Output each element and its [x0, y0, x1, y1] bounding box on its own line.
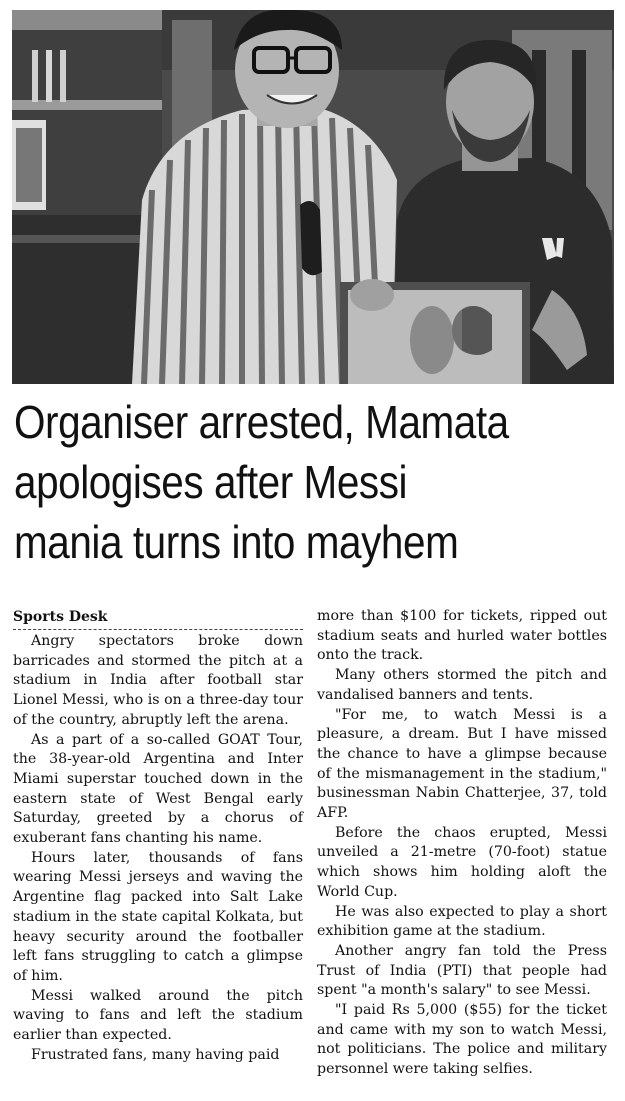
paragraph: As a part of a so-called GOAT Tour, the 38-year-old Argentina and Inter Miami superstar touched down in the eastern state of West Bengal early Saturday, greeted by a chorus of exuberant fans chanting his name.: [13, 731, 303, 847]
photo-illustration: [12, 10, 614, 384]
paragraph: "I paid Rs 5,000 ($55) for the ticket and came with my son to watch Messi, not politicians. The police and military personnel were taking selfies.: [317, 1002, 607, 1078]
paragraph: Another angry fan told the Press Trust of India (PTI) that people had spent "a month's salary" to see Messi.: [317, 942, 607, 999]
paragraph-continuation: more than $100 for tickets, ripped out stadium seats and hurled water bottles onto the track.: [317, 608, 607, 664]
article-column-left: [13, 607, 303, 1065]
paragraph: Before the chaos erupted, Messi unveiled a 21-metre (70-foot) statue which shows him holding aloft the World Cup.: [317, 824, 607, 900]
paragraph: Messi walked around the pitch waving to fans and left the stadium earlier than expected.: [13, 987, 303, 1044]
paragraph: Hours later, thousands of fans wearing Messi jerseys and waving the Argentine flag packed into Salt Lake stadium in the state capital Kolkata, but heavy security around the footballer left fans struggling to catch a glimpse of him.: [13, 849, 303, 984]
headline: [14, 392, 542, 572]
paragraph: He was also expected to play a short exhibition game at the stadium.: [317, 903, 607, 940]
paragraph: Frustrated fans, many having paid: [31, 1046, 280, 1063]
headline-line-1: Organiser arrested, Mamata: [14, 396, 509, 448]
headline-line-2: apologises after Messi: [14, 456, 408, 508]
paragraph: Many others stormed the pitch and vandalised banners and tents.: [317, 667, 607, 703]
paragraph: Angry spectators broke down barricades and stormed the pitch at a stadium in India after football star Lionel Messi, who is on a three-day tour of the country, abruptly left the arena.: [13, 633, 303, 728]
paragraph: "For me, to watch Messi is a pleasure, a dream. But I have missed the chance to have a glimpse because of the mismanagement in the stadium," businessman Nabin Chatterjee, 37, told AFP.: [317, 706, 607, 822]
headline-line-3: mania turns into mayhem: [14, 516, 459, 568]
byline: Sports Desk: [13, 607, 303, 630]
article-column-right: [317, 607, 607, 1080]
article-photo: [12, 10, 614, 384]
